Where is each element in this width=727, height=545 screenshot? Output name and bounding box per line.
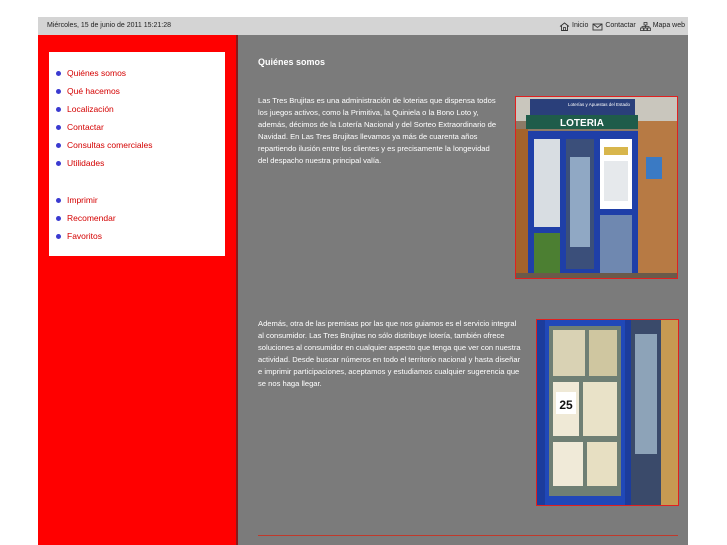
top-bar — [38, 17, 688, 35]
bullet-icon — [56, 143, 61, 148]
contact-link-label: Contactar — [605, 22, 636, 29]
bullet-icon — [56, 107, 61, 112]
menu-item-contactar[interactable] — [56, 118, 153, 136]
lottery-sign: LOTERIA — [560, 118, 604, 129]
menu-spacer — [56, 172, 153, 191]
tool-label: Recomendar — [67, 213, 116, 223]
menu-item-quienes-somos[interactable] — [56, 64, 153, 82]
menu-item-que-hacemos[interactable] — [56, 82, 153, 100]
sidebar-menu — [49, 52, 225, 256]
tool-imprimir[interactable] — [56, 191, 153, 209]
menu-item-label: Contactar — [67, 122, 104, 132]
bullet-icon — [56, 198, 61, 203]
menu-item-label: Utilidades — [67, 158, 105, 168]
sidebar — [38, 35, 236, 545]
bullet-icon — [56, 71, 61, 76]
tool-favoritos[interactable] — [56, 227, 153, 245]
bullet-icon — [56, 234, 61, 239]
number-card: 25 — [559, 398, 573, 412]
menu-item-utilidades[interactable] — [56, 154, 153, 172]
main-content — [238, 35, 688, 545]
service-paragraph: Además, otra de las premisas por las que nos guiamos es el servicio integral al consumidor. Las Tres Brujitas no sólo distribuye lotería, también ofrece soluciones al consumidor en cualquier aspecto que tenga que ver con nuestra actividad. Desde buscar números en todo el territorio nacional y hasta diseñar e imprimir participaciones, aceptamos y estudiamos cualquier sugerencia que se nos haga llegar. — [258, 319, 521, 388]
shop-window-illustration — [537, 320, 678, 505]
menu-item-consultas[interactable] — [56, 136, 153, 154]
sitemap-icon — [640, 22, 651, 31]
tool-label: Favoritos — [67, 231, 102, 241]
top-links — [559, 17, 685, 35]
tool-label: Imprimir — [67, 195, 98, 205]
menu-item-label: Consultas comerciales — [67, 140, 153, 150]
menu-item-label: Qué hacemos — [67, 86, 120, 96]
mail-icon — [592, 22, 603, 31]
home-link-label: Inicio — [572, 22, 589, 29]
intro-paragraph: Las Tres Brujitas es una administración de loterias que dispensa todos los juegos activos, como la Primitiva, la Quiniela o la Bono Loto y, además, décimos de la Lotería Nacional y del Sorteo Extraordinario de Navidad. En Las Tres Brujitas llevamos ya más de cuarenta años repartiendo ilusión entre los clientes y es precisamente la longevidad del despacho nuestra principal valía. — [258, 96, 497, 165]
menu-item-label: Quiénes somos — [67, 68, 127, 78]
menu-item-label: Localización — [67, 104, 114, 114]
menu-item-localizacion[interactable] — [56, 100, 153, 118]
sitemap-link[interactable] — [640, 17, 685, 35]
shop-front-illustration — [516, 97, 677, 278]
sign-small-text: Loterías y Apuestas del Estado — [568, 102, 631, 107]
tool-recomendar[interactable] — [56, 209, 153, 227]
current-date: Miércoles, 15 de junio de 2011 15:21:28 — [47, 22, 172, 29]
sitemap-link-label: Mapa web — [652, 22, 685, 29]
bullet-icon — [56, 125, 61, 130]
page-title: Quiénes somos — [258, 57, 326, 67]
shop-window-photo — [536, 319, 679, 506]
bullet-icon — [56, 161, 61, 166]
contact-link[interactable] — [592, 17, 635, 35]
shop-front-photo — [515, 96, 678, 279]
bullet-icon — [56, 216, 61, 221]
bullet-icon — [56, 89, 61, 94]
home-link[interactable] — [559, 17, 588, 35]
home-icon — [559, 22, 570, 31]
content-divider — [258, 535, 678, 536]
